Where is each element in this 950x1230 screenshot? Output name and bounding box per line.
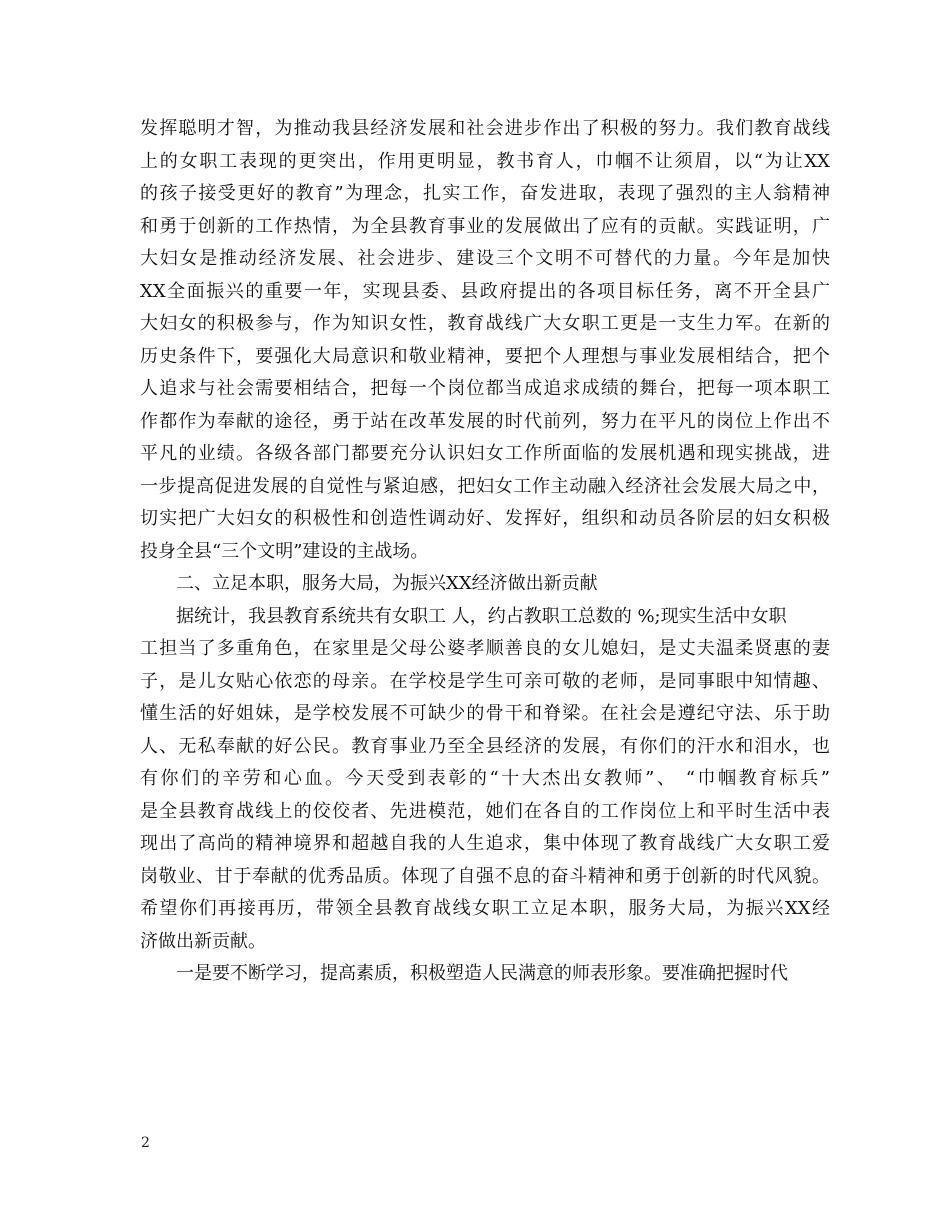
text-line: 据统计，我县教育系统共有女职工 人，约占教职工总数的 %;现实生活中女职 <box>176 605 787 627</box>
text-line: 人追求与社会需要相结合，把每一个岗位都当成追求成绩的舞台，把每一项本职工 <box>140 378 830 399</box>
text-line: 希望你们再接再历，带领全县教育战线女职工立足本职，服务大局，为振兴XX经 <box>140 898 830 919</box>
text-line: 投身全县“三个文明”建设的主战场。 <box>140 540 429 562</box>
document-body <box>140 113 830 991</box>
text-line: 子，是儿女贴心依恋的母亲。在学校是学生可亲可敬的老师，是同事眼中知情趣、 <box>140 670 830 692</box>
text-line: 懂生活的好姐妹，是学校发展不可缺少的骨干和脊梁。在社会是遵纪守法、乐于助 <box>140 703 830 724</box>
text-line: 和勇于创新的工作热情，为全县教育事业的发展做出了应有的贡献。实践证明，广 <box>140 215 830 237</box>
text-line: 济做出新贡献。 <box>140 930 266 952</box>
text-line: 人、无私奉献的好公民。教育事业乃至全县经济的发展，有你们的汗水和泪水，也 <box>140 735 830 757</box>
text-line: 上的女职工表现的更突出，作用更明显，教书育人，巾帼不让须眉，以“为让XX <box>140 150 830 172</box>
text-line: 工担当了多重角色，在家里是父母公婆孝顺善良的女儿媳妇，是丈夫温柔贤惠的妻 <box>140 638 830 659</box>
text-line: 现出了高尚的精神境界和超越自我的人生追求，集中体现了教育战线广大女职工爱 <box>140 833 830 854</box>
text-line: 发挥聪明才智，为推动我县经济发展和社会进步作出了积极的努力。我们教育战线 <box>140 118 830 139</box>
text-line: 大妇女是推动经济发展、社会进步、建设三个文明不可替代的力量。今年是加快 <box>140 248 830 269</box>
text-line: 历史条件下，要强化大局意识和敬业精神，要把个人理想与事业发展相结合，把个 <box>140 345 830 367</box>
text-line: 平凡的业绩。各级各部门都要充分认识妇女工作所面临的发展机遇和现实挑战，进 <box>140 443 830 464</box>
text-line: 一步提高促进发展的自觉性与紧迫感，把妇女工作主动融入经济社会发展大局之中， <box>140 475 830 497</box>
text-line: 切实把广大妇女的积极性和创造性调动好、发挥好，组织和动员各阶层的妇女积极 <box>140 508 830 529</box>
text-line: 二、立足本职，服务大局，为振兴XX经济做出新贡献 <box>176 573 598 594</box>
text-line: XX全面振兴的重要一年，实现县委、县政府提出的各项目标任务，离不开全县广 <box>140 280 830 302</box>
text-line: 的孩子接受更好的教育”为理念，扎实工作，奋发进取，表现了强烈的主人翁精神 <box>140 183 830 204</box>
text-line: 有你们的辛劳和心血。今天受到表彰的“十大杰出女教师”、 “巾帼教育标兵” <box>140 768 830 789</box>
text-line: 一是要不断学习，提高素质，积极塑造人民满意的师表形象。要准确把握时代 <box>176 963 788 984</box>
text-line: 是全县教育战线上的佼佼者、先进模范，她们在各自的工作岗位上和平时生活中表 <box>140 800 830 822</box>
text-line: 作都作为奉献的途径，勇于站在改革发展的时代前列，努力在平凡的岗位上作出不 <box>140 410 830 432</box>
text-line: 岗敬业、甘于奉献的优秀品质。体现了自强不息的奋斗精神和勇于创新的时代风貌。 <box>140 865 830 887</box>
text-line: 大妇女的积极参与，作为知识女性，教育战线广大女职工更是一支生力军。在新的 <box>140 313 830 334</box>
page-number: 2 <box>141 1135 150 1151</box>
